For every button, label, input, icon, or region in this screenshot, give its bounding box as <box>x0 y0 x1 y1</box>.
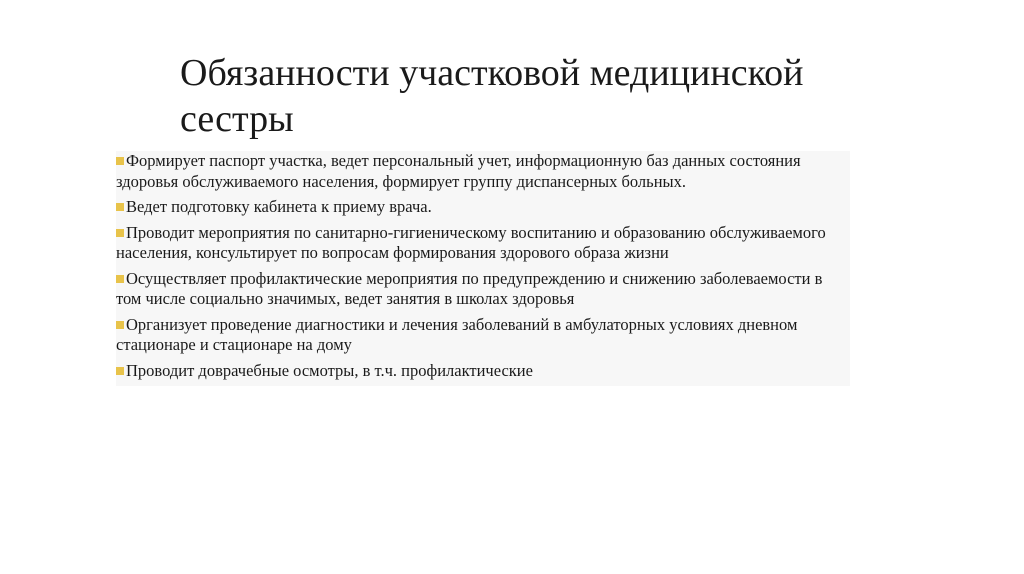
content-area <box>116 151 850 386</box>
list-item-text: Проводит доврачебные осмотры, в т.ч. профилактические <box>126 360 533 380</box>
square-bullet-icon <box>116 367 124 375</box>
list-item <box>116 269 850 310</box>
list-item <box>116 361 850 382</box>
list-item-text: Проводит мероприятия по санитарно-гигиеническому воспитанию и образованию обслуживаемого населения, консультирует по вопросам формирования здорового образа жизни <box>116 222 826 262</box>
list-item-text: Осуществляет профилактические мероприятия по предупреждению и снижению заболеваемости в том числе социально значимых, ведет занятия в школах здоровья <box>116 268 823 308</box>
list-item <box>116 223 850 264</box>
square-bullet-icon <box>116 203 124 211</box>
list-item-text: Формирует паспорт участка, ведет персональный учет, информационную баз данных состояния здоровья обслуживаемого населения, формирует группу диспансерных больных. <box>116 151 801 191</box>
square-bullet-icon <box>116 321 124 329</box>
square-bullet-icon <box>116 157 124 165</box>
list-item <box>116 197 850 218</box>
list-item-text: Ведет подготовку кабинета к приему врача. <box>126 197 432 216</box>
list-item <box>116 151 850 192</box>
list-item <box>116 315 850 356</box>
square-bullet-icon <box>116 229 124 237</box>
duties-list <box>116 151 850 381</box>
slide-title: Обязанности участковой медицинской сестры <box>180 52 804 140</box>
square-bullet-icon <box>116 275 124 283</box>
list-item-text: Организует проведение диагностики и лечения заболеваний в амбулаторных условиях дневном стационаре и стационаре на дому <box>116 314 798 354</box>
